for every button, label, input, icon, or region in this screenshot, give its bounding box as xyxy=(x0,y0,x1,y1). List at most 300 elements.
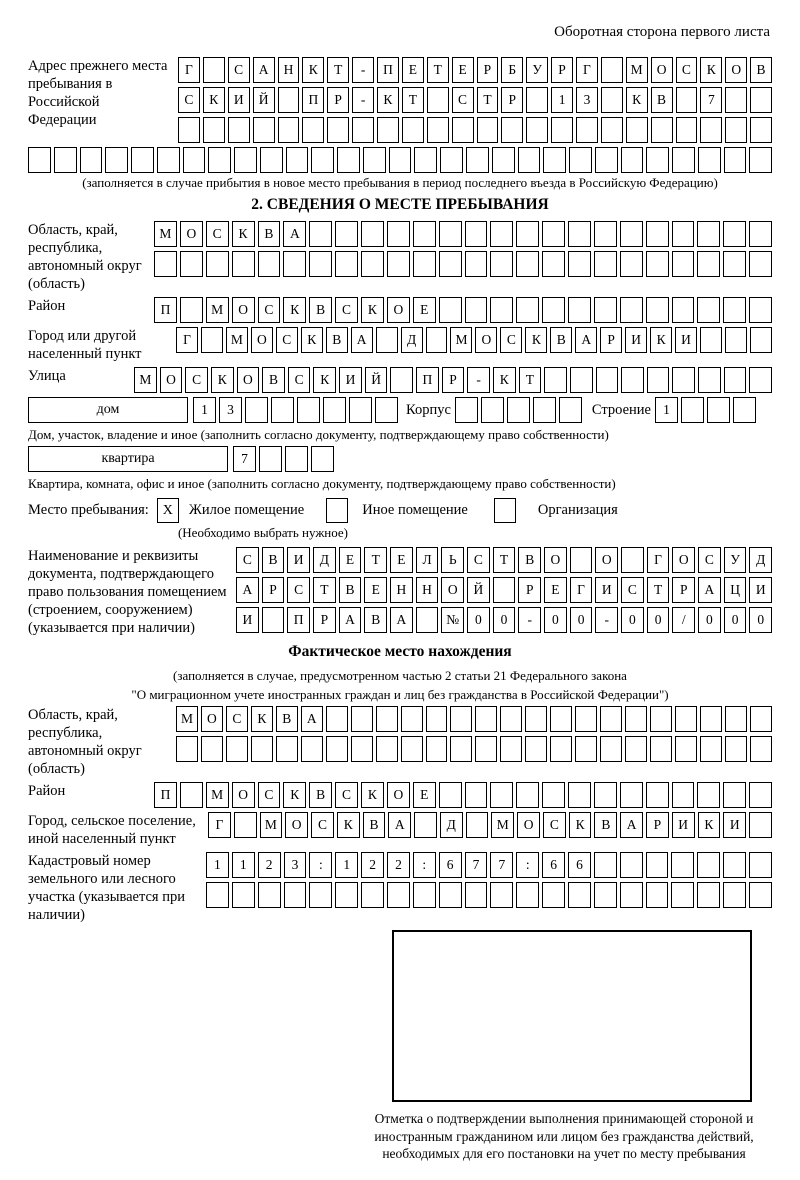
char-cell: К xyxy=(283,297,306,323)
char-cell xyxy=(492,147,515,173)
char-cell xyxy=(363,147,386,173)
char-cell: К xyxy=(211,367,234,393)
char-cell xyxy=(402,117,424,143)
char-cell xyxy=(201,736,223,762)
char-cell xyxy=(697,852,720,878)
char-cell: Р xyxy=(442,367,465,393)
char-cell xyxy=(651,117,673,143)
char-cell xyxy=(594,782,617,808)
char-cell: О xyxy=(201,706,223,732)
char-cell xyxy=(698,147,721,173)
char-cell xyxy=(208,147,231,173)
char-cell xyxy=(646,882,669,908)
char-cell xyxy=(427,117,449,143)
char-cell: 3 xyxy=(219,397,242,423)
char-cell: Е xyxy=(544,577,567,603)
char-cell: К xyxy=(650,327,672,353)
char-cell xyxy=(725,706,747,732)
char-cell xyxy=(707,397,730,423)
char-cell xyxy=(672,251,695,277)
char-cell xyxy=(570,547,593,573)
char-cell xyxy=(500,706,522,732)
char-cell: О xyxy=(387,297,410,323)
char-cell xyxy=(650,736,672,762)
prev-address-row-1 xyxy=(178,57,772,83)
document-field xyxy=(28,547,772,637)
stroenie-cells xyxy=(655,397,756,423)
char-cell: Ц xyxy=(724,577,747,603)
char-cell xyxy=(206,882,229,908)
char-cell: 0 xyxy=(467,607,490,633)
char-cell xyxy=(466,812,489,838)
char-cell xyxy=(326,706,348,732)
char-cell: Т xyxy=(364,547,387,573)
document-row-1 xyxy=(236,547,772,573)
char-cell: А xyxy=(283,221,306,247)
char-cell xyxy=(542,882,565,908)
char-cell: С xyxy=(500,327,522,353)
char-cell: К xyxy=(626,87,648,113)
char-cell xyxy=(500,736,522,762)
char-cell: И xyxy=(675,327,697,353)
char-cell xyxy=(335,221,358,247)
actual-city-label: Город, сельское поселение, иной населенный пункт xyxy=(28,813,196,847)
char-cell xyxy=(490,882,513,908)
char-cell xyxy=(724,367,747,393)
char-cell xyxy=(750,736,772,762)
char-cell: О xyxy=(725,57,747,83)
char-cell xyxy=(490,297,513,323)
char-cell xyxy=(625,736,647,762)
char-cell xyxy=(234,147,257,173)
street-label: Улица xyxy=(28,368,66,384)
char-cell: О xyxy=(251,327,273,353)
char-cell: 1 xyxy=(551,87,573,113)
char-cell xyxy=(671,882,694,908)
char-cell: А xyxy=(390,607,413,633)
char-cell xyxy=(414,147,437,173)
char-cell xyxy=(550,736,572,762)
district-field xyxy=(28,297,772,323)
char-cell: В xyxy=(364,607,387,633)
char-cell xyxy=(621,547,644,573)
char-cell xyxy=(525,706,547,732)
char-cell xyxy=(439,297,462,323)
apartment-cells xyxy=(233,446,334,472)
char-cell xyxy=(465,882,488,908)
char-cell xyxy=(568,297,591,323)
char-cell: Р xyxy=(262,577,285,603)
char-cell: Р xyxy=(327,87,349,113)
char-cell xyxy=(723,221,746,247)
char-cell: А xyxy=(339,607,362,633)
char-cell xyxy=(349,397,372,423)
document-row-2 xyxy=(236,577,772,603)
char-cell xyxy=(675,736,697,762)
street-row xyxy=(134,367,772,393)
char-cell: С xyxy=(543,812,566,838)
char-cell xyxy=(733,397,756,423)
char-cell xyxy=(725,327,747,353)
city-field xyxy=(28,327,772,363)
header-note: Оборотная сторона первого листа xyxy=(554,24,770,40)
char-cell: К xyxy=(698,812,721,838)
actual-city-row xyxy=(208,812,772,838)
char-cell: И xyxy=(236,607,259,633)
char-cell xyxy=(427,87,449,113)
char-cell: С xyxy=(676,57,698,83)
char-cell xyxy=(413,251,436,277)
char-cell xyxy=(646,221,669,247)
char-cell xyxy=(526,117,548,143)
char-cell xyxy=(749,782,772,808)
region-label: Область, край, республика, автономный округ (область) xyxy=(28,222,142,292)
prev-address-label: Адрес прежнего места пребывания в Российской Федерации xyxy=(28,58,168,128)
char-cell xyxy=(286,147,309,173)
apartment-note: Квартира, комната, офис и иное (заполнить согласно документу, подтверждающему право собственности) xyxy=(28,476,616,491)
char-cell: 2 xyxy=(258,852,281,878)
confirmation-stamp-box xyxy=(392,930,752,1102)
char-cell: К xyxy=(337,812,360,838)
stay-type-option-organization: Организация xyxy=(537,502,618,518)
stay-type-checkbox-organization xyxy=(494,498,516,523)
char-cell xyxy=(326,736,348,762)
char-cell: 2 xyxy=(387,852,410,878)
char-cell xyxy=(465,221,488,247)
char-cell: М xyxy=(450,327,472,353)
char-cell: К xyxy=(232,221,255,247)
char-cell: Е xyxy=(390,547,413,573)
char-cell xyxy=(516,221,539,247)
char-cell xyxy=(311,147,334,173)
char-cell: К xyxy=(302,57,324,83)
char-cell xyxy=(620,297,643,323)
char-cell xyxy=(697,251,720,277)
char-cell: С xyxy=(288,367,311,393)
char-cell xyxy=(675,706,697,732)
char-cell xyxy=(596,367,619,393)
char-cell xyxy=(28,147,51,173)
char-cell: Д xyxy=(401,327,423,353)
char-cell xyxy=(672,782,695,808)
char-cell: Р xyxy=(672,577,695,603)
char-cell xyxy=(516,782,539,808)
char-cell: Е xyxy=(452,57,474,83)
stroenie-label: Строение xyxy=(591,402,651,418)
char-cell: О xyxy=(232,297,255,323)
char-cell xyxy=(490,221,513,247)
char-cell xyxy=(180,297,203,323)
char-cell: Р xyxy=(551,57,573,83)
char-cell xyxy=(284,882,307,908)
apartment-field xyxy=(28,446,772,472)
char-cell xyxy=(620,782,643,808)
char-cell xyxy=(490,251,513,277)
stay-type-option-residential: Жилое помещение xyxy=(188,502,305,518)
char-cell xyxy=(361,221,384,247)
char-cell: М xyxy=(206,782,229,808)
char-cell: 0 xyxy=(724,607,747,633)
char-cell: О xyxy=(651,57,673,83)
char-cell xyxy=(278,87,300,113)
char-cell: 2 xyxy=(361,852,384,878)
char-cell xyxy=(228,117,250,143)
char-cell: О xyxy=(517,812,540,838)
char-cell: К xyxy=(569,812,592,838)
char-cell: 6 xyxy=(439,852,462,878)
char-cell xyxy=(54,147,77,173)
char-cell xyxy=(335,251,358,277)
char-cell xyxy=(426,736,448,762)
char-cell xyxy=(723,852,746,878)
char-cell xyxy=(285,446,308,472)
char-cell xyxy=(749,367,772,393)
char-cell: Й xyxy=(365,367,388,393)
char-cell: П xyxy=(377,57,399,83)
char-cell xyxy=(377,117,399,143)
char-cell: К xyxy=(525,327,547,353)
char-cell: - xyxy=(352,57,374,83)
char-cell xyxy=(361,251,384,277)
char-cell xyxy=(183,147,206,173)
char-cell xyxy=(413,882,436,908)
char-cell xyxy=(376,706,398,732)
char-cell: О xyxy=(672,547,695,573)
char-cell: Д xyxy=(440,812,463,838)
char-cell xyxy=(723,782,746,808)
actual-district-label: Район xyxy=(28,783,66,799)
char-cell: В xyxy=(750,57,772,83)
house-number-cells xyxy=(193,397,398,423)
char-cell xyxy=(361,882,384,908)
char-cell: С xyxy=(287,577,310,603)
char-cell xyxy=(697,782,720,808)
actual-location-title: Фактическое место нахождения xyxy=(288,643,512,660)
char-cell: С xyxy=(467,547,490,573)
char-cell: В xyxy=(651,87,673,113)
char-cell: С xyxy=(311,812,334,838)
char-cell xyxy=(723,882,746,908)
char-cell xyxy=(724,147,747,173)
char-cell: А xyxy=(698,577,721,603)
region-row-2 xyxy=(154,251,772,277)
char-cell xyxy=(203,57,225,83)
char-cell xyxy=(681,397,704,423)
char-cell: 7 xyxy=(233,446,256,472)
char-cell xyxy=(203,117,225,143)
char-cell xyxy=(646,782,669,808)
char-cell: А xyxy=(236,577,259,603)
char-cell: М xyxy=(206,297,229,323)
char-cell xyxy=(526,87,548,113)
char-cell xyxy=(271,397,294,423)
char-cell: Г xyxy=(647,547,670,573)
char-cell xyxy=(387,251,410,277)
house-field xyxy=(28,397,772,423)
char-cell: В xyxy=(262,547,285,573)
char-cell: В xyxy=(309,297,332,323)
char-cell: № xyxy=(441,607,464,633)
char-cell xyxy=(750,117,772,143)
char-cell: С xyxy=(226,706,248,732)
char-cell xyxy=(750,706,772,732)
char-cell xyxy=(625,706,647,732)
stay-type-option-other: Иное помещение xyxy=(362,502,468,518)
korpus-cells xyxy=(455,397,582,423)
char-cell xyxy=(594,882,617,908)
char-cell: 1 xyxy=(206,852,229,878)
char-cell: 6 xyxy=(542,852,565,878)
char-cell xyxy=(568,251,591,277)
char-cell xyxy=(309,882,332,908)
char-cell xyxy=(426,706,448,732)
char-cell xyxy=(725,87,747,113)
char-cell: 1 xyxy=(193,397,216,423)
prev-address-row-3 xyxy=(178,117,772,143)
char-cell: А xyxy=(351,327,373,353)
char-cell: А xyxy=(253,57,275,83)
char-cell: И xyxy=(723,812,746,838)
char-cell xyxy=(594,852,617,878)
char-cell xyxy=(749,882,772,908)
char-cell: 1 xyxy=(335,852,358,878)
char-cell: А xyxy=(620,812,643,838)
char-cell: Й xyxy=(467,577,490,603)
char-cell: И xyxy=(287,547,310,573)
char-cell xyxy=(676,117,698,143)
char-cell xyxy=(749,852,772,878)
char-cell xyxy=(301,736,323,762)
char-cell xyxy=(439,782,462,808)
char-cell xyxy=(450,706,472,732)
prev-address-row-4 xyxy=(28,147,772,173)
char-cell: А xyxy=(575,327,597,353)
char-cell xyxy=(525,736,547,762)
char-cell: С xyxy=(335,297,358,323)
char-cell: К xyxy=(377,87,399,113)
region-field xyxy=(28,221,772,293)
char-cell xyxy=(465,782,488,808)
char-cell: М xyxy=(154,221,177,247)
char-cell xyxy=(570,367,593,393)
char-cell xyxy=(387,221,410,247)
char-cell xyxy=(575,706,597,732)
char-cell: В xyxy=(518,547,541,573)
char-cell xyxy=(105,147,128,173)
char-cell xyxy=(465,297,488,323)
char-cell: 0 xyxy=(749,607,772,633)
char-cell: Е xyxy=(402,57,424,83)
char-cell xyxy=(723,297,746,323)
char-cell: М xyxy=(134,367,157,393)
char-cell: - xyxy=(518,607,541,633)
actual-location-note-1: (заполняется в случае, предусмотренном частью 2 статьи 21 Федерального закона xyxy=(173,668,627,683)
char-cell xyxy=(507,397,530,423)
char-cell: П xyxy=(154,297,177,323)
char-cell: С xyxy=(335,782,358,808)
char-cell xyxy=(559,397,582,423)
char-cell xyxy=(672,147,695,173)
char-cell: : xyxy=(516,852,539,878)
char-cell xyxy=(439,882,462,908)
char-cell: А xyxy=(301,706,323,732)
char-cell xyxy=(671,852,694,878)
region-row-1 xyxy=(154,221,772,247)
char-cell: Г xyxy=(576,57,598,83)
char-cell: - xyxy=(467,367,490,393)
char-cell xyxy=(283,251,306,277)
char-cell: К xyxy=(283,782,306,808)
char-cell: М xyxy=(226,327,248,353)
char-cell xyxy=(749,251,772,277)
char-cell: Й xyxy=(253,87,275,113)
char-cell: Т xyxy=(402,87,424,113)
char-cell xyxy=(178,117,200,143)
char-cell: С xyxy=(178,87,200,113)
char-cell xyxy=(568,221,591,247)
char-cell xyxy=(697,882,720,908)
char-cell: К xyxy=(361,297,384,323)
char-cell: : xyxy=(309,852,332,878)
char-cell xyxy=(475,706,497,732)
char-cell xyxy=(650,706,672,732)
char-cell xyxy=(544,367,567,393)
char-cell: Р xyxy=(600,327,622,353)
cadastral-field xyxy=(28,852,772,924)
char-cell: В xyxy=(276,706,298,732)
char-cell xyxy=(672,221,695,247)
char-cell xyxy=(750,327,772,353)
char-cell xyxy=(481,397,504,423)
char-cell xyxy=(676,87,698,113)
stay-type-checkbox-residential: X xyxy=(157,498,179,523)
char-cell xyxy=(620,882,643,908)
char-cell xyxy=(568,882,591,908)
char-cell: С xyxy=(276,327,298,353)
char-cell xyxy=(475,736,497,762)
char-cell xyxy=(533,397,556,423)
char-cell: Е xyxy=(413,782,436,808)
char-cell xyxy=(646,147,669,173)
char-cell xyxy=(201,327,223,353)
char-cell: 0 xyxy=(570,607,593,633)
char-cell xyxy=(323,397,346,423)
stay-type-label: Место пребывания: xyxy=(28,502,149,518)
char-cell xyxy=(440,147,463,173)
char-cell: Л xyxy=(416,547,439,573)
char-cell xyxy=(542,297,565,323)
char-cell xyxy=(620,852,643,878)
char-cell: С xyxy=(698,547,721,573)
char-cell xyxy=(226,736,248,762)
char-cell xyxy=(551,117,573,143)
char-cell xyxy=(594,297,617,323)
char-cell xyxy=(600,706,622,732)
char-cell xyxy=(725,117,747,143)
char-cell: Б xyxy=(501,57,523,83)
char-cell xyxy=(387,882,410,908)
prev-address-block xyxy=(28,57,772,191)
char-cell xyxy=(311,446,334,472)
char-cell xyxy=(697,297,720,323)
char-cell: Н xyxy=(278,57,300,83)
char-cell xyxy=(390,367,413,393)
char-cell xyxy=(501,117,523,143)
char-cell: Т xyxy=(519,367,542,393)
char-cell: С xyxy=(258,782,281,808)
char-cell: М xyxy=(176,706,198,732)
char-cell xyxy=(516,882,539,908)
